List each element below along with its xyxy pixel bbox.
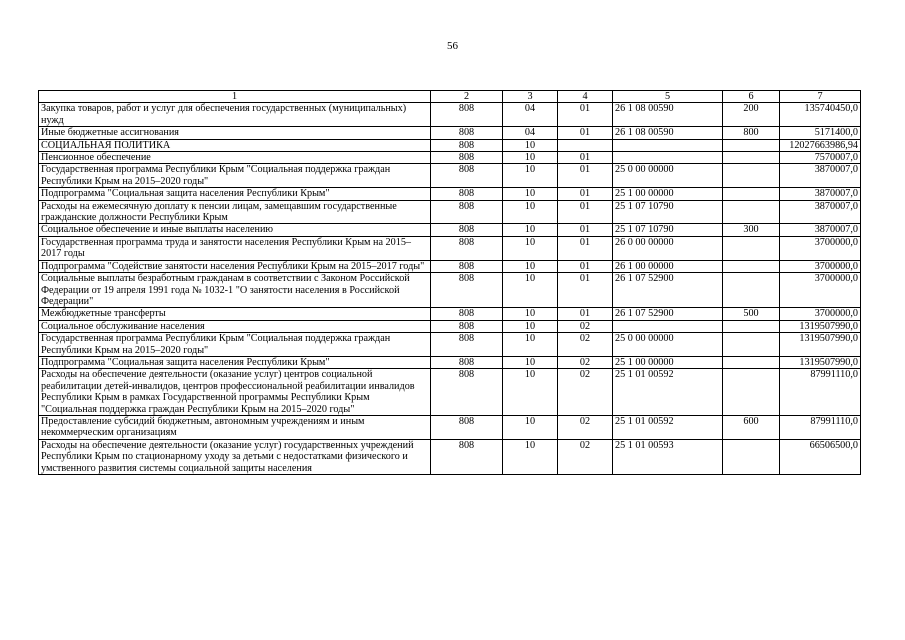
- row-name: СОЦИАЛЬНАЯ ПОЛИТИКА: [39, 139, 431, 151]
- header-row: [39, 91, 861, 103]
- row-vedomstvo: 808: [431, 369, 503, 416]
- row-razdel: 10: [503, 273, 558, 308]
- row-vedomstvo: 808: [431, 188, 503, 200]
- row-name: Предоставление субсидий бюджетным, автономным учреждениям и иным некоммерческим организациям: [39, 415, 431, 439]
- row-csr: [613, 139, 723, 151]
- table-row: [39, 273, 861, 308]
- row-razdel: 10: [503, 200, 558, 224]
- row-vr: [723, 369, 780, 416]
- table-row: [39, 236, 861, 260]
- table-row: [39, 260, 861, 272]
- row-name: Закупка товаров, работ и услуг для обеспечения государственных (муниципальных) нужд: [39, 103, 431, 127]
- row-sum: 87991110,0: [780, 415, 861, 439]
- row-vedomstvo: 808: [431, 356, 503, 368]
- row-vr: [723, 200, 780, 224]
- row-podrazdel: 02: [558, 415, 613, 439]
- row-razdel: 10: [503, 320, 558, 332]
- row-podrazdel: 01: [558, 308, 613, 320]
- row-vedomstvo: 808: [431, 224, 503, 236]
- row-csr: [613, 320, 723, 332]
- row-vr: [723, 236, 780, 260]
- row-csr: 25 0 00 00000: [613, 164, 723, 188]
- row-podrazdel: 02: [558, 320, 613, 332]
- row-vr: [723, 439, 780, 474]
- row-csr: 25 1 00 00000: [613, 356, 723, 368]
- table-row: [39, 200, 861, 224]
- row-vedomstvo: 808: [431, 439, 503, 474]
- row-sum: 5171400,0: [780, 127, 861, 139]
- budget-table: [38, 90, 861, 475]
- table-row: [39, 103, 861, 127]
- row-razdel: 10: [503, 333, 558, 357]
- page-number: 56: [447, 40, 458, 52]
- row-vedomstvo: 808: [431, 200, 503, 224]
- row-vr: 600: [723, 415, 780, 439]
- row-name: Подпрограмма "Социальная защита населения Республики Крым": [39, 188, 431, 200]
- row-podrazdel: 02: [558, 439, 613, 474]
- row-csr: 26 0 00 00000: [613, 236, 723, 260]
- row-sum: 3700000,0: [780, 260, 861, 272]
- row-name: Пенсионное обеспечение: [39, 152, 431, 164]
- row-razdel: 10: [503, 369, 558, 416]
- row-vr: 800: [723, 127, 780, 139]
- table-row: [39, 164, 861, 188]
- row-sum: 87991110,0: [780, 369, 861, 416]
- row-podrazdel: 01: [558, 188, 613, 200]
- row-vedomstvo: 808: [431, 333, 503, 357]
- row-razdel: 10: [503, 415, 558, 439]
- row-razdel: 10: [503, 188, 558, 200]
- row-vedomstvo: 808: [431, 236, 503, 260]
- row-csr: 25 1 01 00592: [613, 415, 723, 439]
- table-row: [39, 320, 861, 332]
- table-row: [39, 224, 861, 236]
- row-name: Расходы на обеспечение деятельности (оказание услуг) государственных учреждений Республики Крым по стационарному уходу за детьми с недостатками физического и умственного развития системы социальной защиты населения: [39, 439, 431, 474]
- row-name: Социальное обслуживание населения: [39, 320, 431, 332]
- row-name: Социальные выплаты безработным гражданам в соответствии с Законом Российской Федерации от 19 апреля 1991 года № 1032-1 "О занятости населения в Российской Федерации": [39, 273, 431, 308]
- row-razdel: 10: [503, 139, 558, 151]
- row-podrazdel: 02: [558, 369, 613, 416]
- row-podrazdel: 01: [558, 236, 613, 260]
- row-name: Иные бюджетные ассигнования: [39, 127, 431, 139]
- column-header: 4: [558, 91, 613, 103]
- row-csr: 25 0 00 00000: [613, 333, 723, 357]
- row-vr: [723, 152, 780, 164]
- row-name: Государственная программа Республики Крым "Социальная поддержка граждан Республики Крым на 2015–2020 годы": [39, 164, 431, 188]
- row-razdel: 10: [503, 152, 558, 164]
- row-razdel: 10: [503, 164, 558, 188]
- row-vedomstvo: 808: [431, 308, 503, 320]
- row-podrazdel: 01: [558, 152, 613, 164]
- column-header: 5: [613, 91, 723, 103]
- row-sum: 1319507990,0: [780, 356, 861, 368]
- row-podrazdel: 01: [558, 260, 613, 272]
- column-header: 2: [431, 91, 503, 103]
- row-csr: 25 1 01 00592: [613, 369, 723, 416]
- row-sum: 1319507990,0: [780, 333, 861, 357]
- row-csr: 26 1 07 52900: [613, 308, 723, 320]
- row-csr: 25 1 00 00000: [613, 188, 723, 200]
- row-sum: 135740450,0: [780, 103, 861, 127]
- row-sum: 12027663986,94: [780, 139, 861, 151]
- row-name: Социальное обеспечение и иные выплаты населению: [39, 224, 431, 236]
- row-vr: [723, 333, 780, 357]
- row-podrazdel: 01: [558, 200, 613, 224]
- row-csr: 26 1 07 52900: [613, 273, 723, 308]
- row-vr: [723, 273, 780, 308]
- row-sum: 3870007,0: [780, 200, 861, 224]
- row-csr: 25 1 07 10790: [613, 200, 723, 224]
- row-vr: 200: [723, 103, 780, 127]
- row-vedomstvo: 808: [431, 320, 503, 332]
- row-vedomstvo: 808: [431, 152, 503, 164]
- row-sum: 3700000,0: [780, 308, 861, 320]
- row-vr: 500: [723, 308, 780, 320]
- row-name: Расходы на обеспечение деятельности (оказание услуг) центров социальной реабилитации детей-инвалидов, центров профессиональной реабилитации инвалидов Республики Крым в рамках Государственной программы Республики Крым "Социальная поддержка граждан Республики Крым на 2015–2020 годы": [39, 369, 431, 416]
- row-csr: 25 1 01 00593: [613, 439, 723, 474]
- row-podrazdel: 01: [558, 224, 613, 236]
- table-row: [39, 127, 861, 139]
- row-vr: [723, 188, 780, 200]
- row-name: Подпрограмма "Содействие занятости населения Республики Крым на 2015–2017 годы": [39, 260, 431, 272]
- table-row: [39, 333, 861, 357]
- row-podrazdel: 01: [558, 127, 613, 139]
- table-row: [39, 152, 861, 164]
- row-razdel: 10: [503, 308, 558, 320]
- row-vr: [723, 320, 780, 332]
- row-vr: [723, 139, 780, 151]
- row-csr: 26 1 00 00000: [613, 260, 723, 272]
- row-vedomstvo: 808: [431, 415, 503, 439]
- row-sum: 66506500,0: [780, 439, 861, 474]
- row-csr: 26 1 08 00590: [613, 103, 723, 127]
- row-razdel: 10: [503, 224, 558, 236]
- row-razdel: 10: [503, 439, 558, 474]
- row-vr: 300: [723, 224, 780, 236]
- column-header: 3: [503, 91, 558, 103]
- row-name: Подпрограмма "Социальная защита населения Республики Крым": [39, 356, 431, 368]
- table-row: [39, 308, 861, 320]
- row-podrazdel: 02: [558, 333, 613, 357]
- row-vedomstvo: 808: [431, 273, 503, 308]
- row-podrazdel: [558, 139, 613, 151]
- row-name: Государственная программа Республики Крым "Социальная поддержка граждан Республики Крым на 2015–2020 годы": [39, 333, 431, 357]
- row-vedomstvo: 808: [431, 127, 503, 139]
- row-razdel: 04: [503, 103, 558, 127]
- row-sum: 1319507990,0: [780, 320, 861, 332]
- row-vedomstvo: 808: [431, 139, 503, 151]
- row-vr: [723, 260, 780, 272]
- row-sum: 3700000,0: [780, 236, 861, 260]
- column-header: 1: [39, 91, 431, 103]
- row-csr: 26 1 08 00590: [613, 127, 723, 139]
- row-podrazdel: 01: [558, 273, 613, 308]
- row-sum: 3700000,0: [780, 273, 861, 308]
- row-razdel: 10: [503, 356, 558, 368]
- row-sum: 3870007,0: [780, 164, 861, 188]
- table-row: [39, 369, 861, 416]
- row-sum: 3870007,0: [780, 188, 861, 200]
- row-name: Расходы на ежемесячную доплату к пенсии лицам, замещавшим государственные гражданские должности Республики Крым: [39, 200, 431, 224]
- table-row: [39, 356, 861, 368]
- row-podrazdel: 01: [558, 164, 613, 188]
- column-header: 6: [723, 91, 780, 103]
- row-razdel: 10: [503, 236, 558, 260]
- row-csr: 25 1 07 10790: [613, 224, 723, 236]
- row-razdel: 10: [503, 260, 558, 272]
- row-vedomstvo: 808: [431, 103, 503, 127]
- row-razdel: 04: [503, 127, 558, 139]
- column-header: 7: [780, 91, 861, 103]
- table-row: [39, 139, 861, 151]
- row-csr: [613, 152, 723, 164]
- row-podrazdel: 02: [558, 356, 613, 368]
- table-row: [39, 415, 861, 439]
- row-vedomstvo: 808: [431, 260, 503, 272]
- table-row: [39, 439, 861, 474]
- row-sum: 3870007,0: [780, 224, 861, 236]
- row-podrazdel: 01: [558, 103, 613, 127]
- table-row: [39, 188, 861, 200]
- row-sum: 7570007,0: [780, 152, 861, 164]
- row-vr: [723, 164, 780, 188]
- row-vr: [723, 356, 780, 368]
- row-name: Государственная программа труда и занятости населения Республики Крым на 2015–2017 годы: [39, 236, 431, 260]
- row-name: Межбюджетные трансферты: [39, 308, 431, 320]
- row-vedomstvo: 808: [431, 164, 503, 188]
